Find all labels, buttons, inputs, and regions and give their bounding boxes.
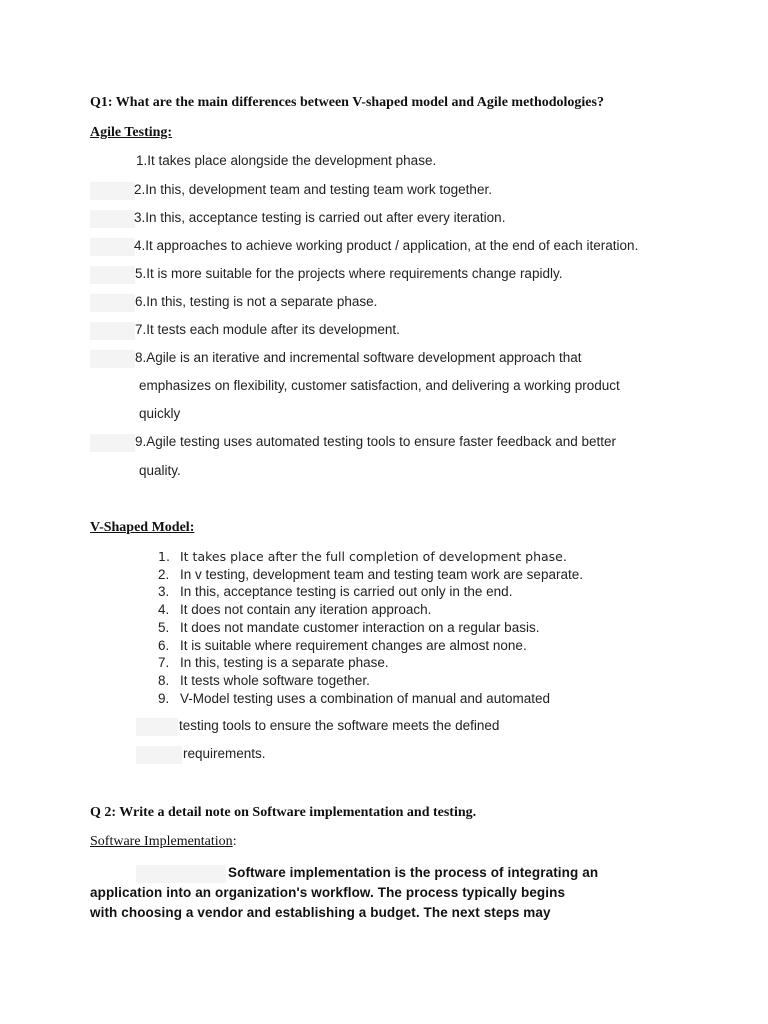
q1-title: Q1: What are the main differences between V-shaped model and Agile methodologies?	[90, 95, 604, 110]
impl-heading-text: Software Implementation	[90, 834, 233, 849]
software-implementation-heading	[90, 834, 237, 850]
v-item-text: V-Model testing uses a combination of manual and automated	[180, 691, 550, 706]
v-item-number: 1.	[158, 549, 170, 564]
agile-item-9-cont: quality.	[139, 463, 181, 478]
v-item-9-cont: testing tools to ensure the software meets the defined	[179, 718, 500, 733]
v-item-text: It does not mandate customer interaction on a regular basis.	[180, 620, 540, 635]
v-item-2	[158, 567, 583, 582]
impl-paragraph-line-3: with choosing a vendor and establishing a budget. The next steps may	[90, 905, 551, 920]
v-item-number: 8.	[158, 673, 170, 688]
v-item-text: In this, acceptance testing is carried out only in the end.	[180, 584, 513, 599]
impl-paragraph-line-1: Software implementation is the process of integrating an	[228, 865, 599, 880]
agile-item-5: 5.It is more suitable for the projects where requirements change rapidly.	[135, 266, 563, 281]
impl-paragraph-line-2: application into an organization's workflow. The process typically begins	[90, 885, 566, 900]
v-item-text: It tests whole software together.	[180, 673, 370, 688]
line-highlight	[90, 182, 135, 200]
v-item-5	[158, 620, 539, 635]
v-item-1	[158, 549, 567, 564]
agile-item-8-cont: emphasizes on flexibility, customer satisfaction, and delivering a working product	[139, 378, 620, 393]
v-item-text: It takes place after the full completion of development phase.	[180, 549, 567, 564]
v-item-9-cont: requirements.	[183, 746, 266, 761]
agile-item-3: 3.In this, acceptance testing is carried out after every iteration.	[134, 210, 506, 225]
agile-item-9: 9.Agile testing uses automated testing tools to ensure faster feedback and better	[135, 434, 617, 449]
v-item-number: 5.	[158, 620, 170, 635]
v-item-7	[158, 655, 389, 670]
line-highlight	[90, 294, 135, 312]
v-item-9	[158, 691, 550, 706]
v-item-text: In v testing, development team and testing team work are separate.	[180, 567, 583, 582]
v-item-text: It does not contain any iteration approach.	[180, 602, 432, 617]
v-item-text: It is suitable where requirement changes are almost none.	[180, 638, 527, 653]
line-highlight	[90, 350, 135, 368]
agile-item-1: 1.It takes place alongside the development phase.	[136, 153, 437, 168]
line-highlight	[136, 718, 178, 736]
impl-heading-colon: :	[232, 834, 237, 849]
line-highlight	[90, 238, 135, 256]
line-highlight	[90, 322, 135, 340]
line-highlight	[136, 746, 182, 764]
v-item-3	[158, 584, 512, 599]
v-item-number: 9.	[158, 691, 170, 706]
agile-item-7: 7.It tests each module after its development.	[135, 322, 400, 337]
v-item-number: 2.	[158, 567, 170, 582]
agile-item-8-cont: quickly	[139, 406, 181, 421]
v-shaped-heading: V-Shaped Model:	[90, 520, 195, 535]
v-item-number: 7.	[158, 655, 170, 670]
agile-item-2: 2.In this, development team and testing team work together.	[134, 182, 492, 197]
v-item-number: 6.	[158, 638, 170, 653]
v-item-text: In this, testing is a separate phase.	[180, 655, 389, 670]
q2-title: Q 2: Write a detail note on Software implementation and testing.	[90, 805, 477, 820]
line-highlight	[90, 210, 135, 228]
agile-item-4: 4.It approaches to achieve working product / application, at the end of each iteration.	[134, 238, 639, 253]
agile-item-8: 8.Agile is an iterative and incremental software development approach that	[135, 350, 582, 365]
agile-testing-heading: Agile Testing:	[90, 125, 173, 140]
v-item-number: 4.	[158, 602, 170, 617]
v-item-number: 3.	[158, 584, 170, 599]
agile-item-6: 6.In this, testing is not a separate phase.	[135, 294, 378, 309]
line-highlight	[136, 865, 226, 883]
v-item-8	[158, 673, 370, 688]
v-item-4	[158, 602, 431, 617]
line-highlight	[90, 434, 135, 452]
line-highlight	[90, 266, 135, 284]
v-item-6	[158, 638, 527, 653]
